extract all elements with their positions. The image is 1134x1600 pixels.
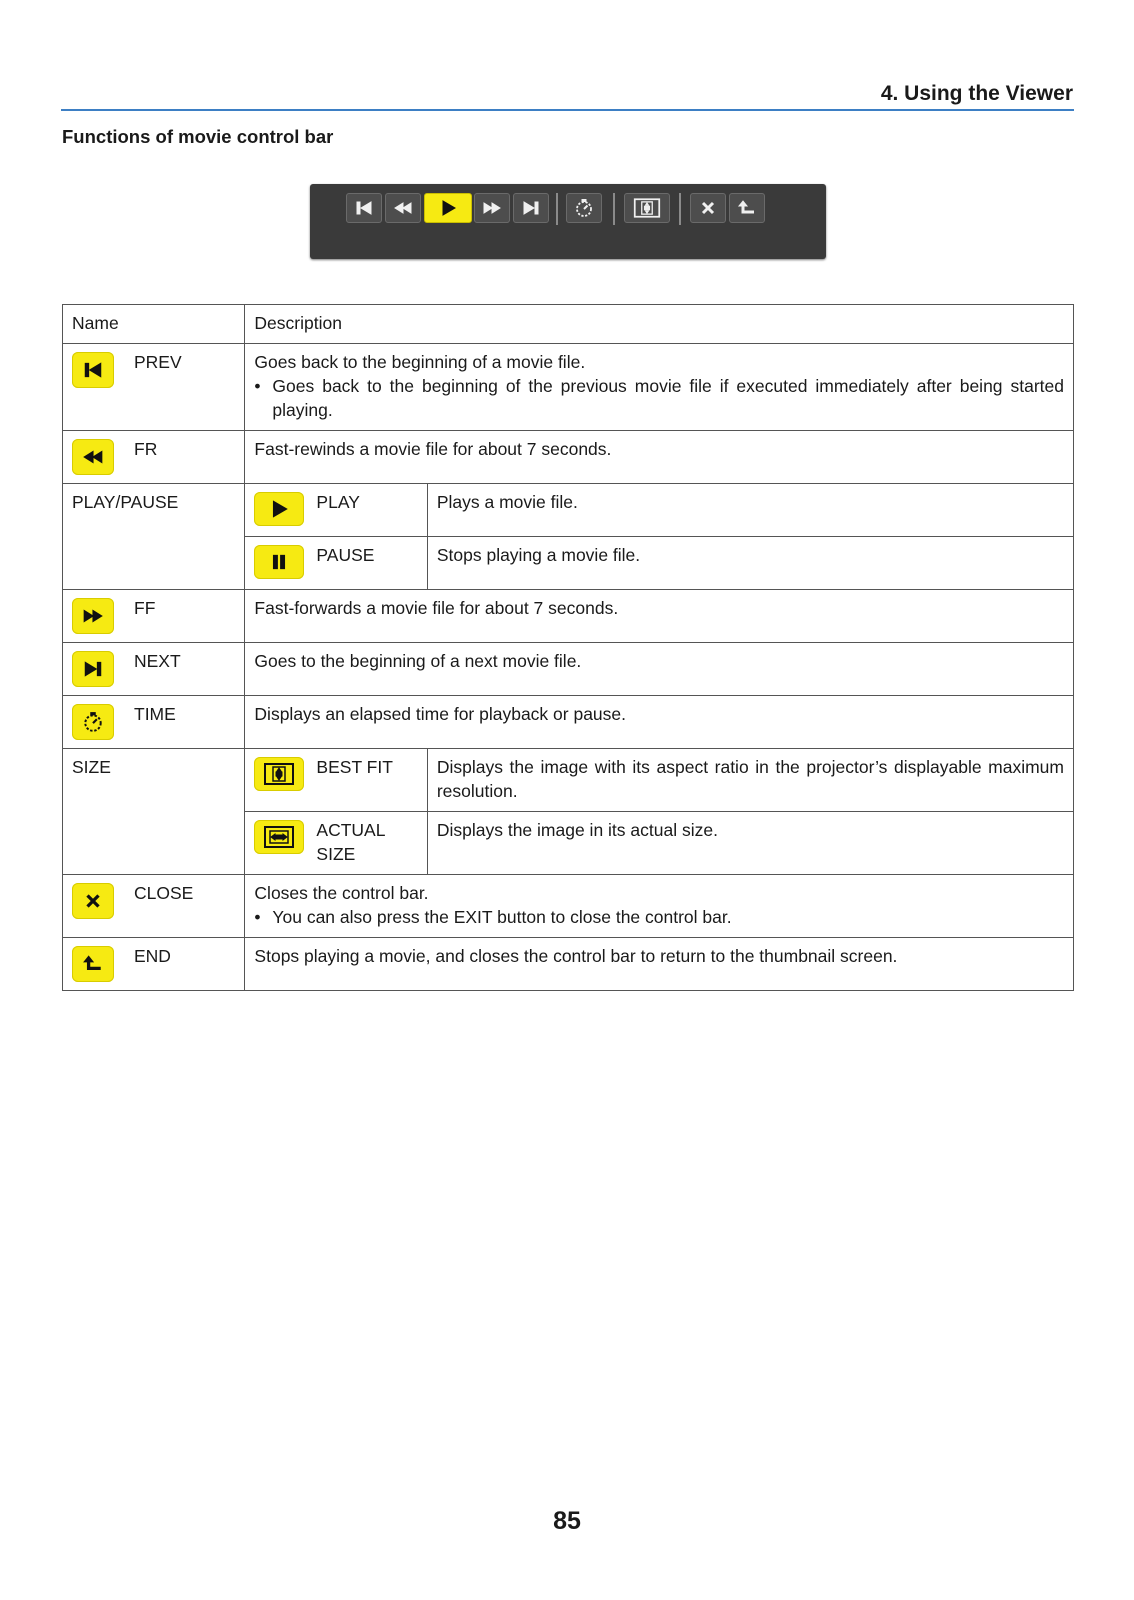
row-name: END xyxy=(134,946,171,966)
fast-rewind-icon xyxy=(72,439,114,475)
chapter-title: 4. Using the Viewer xyxy=(880,82,1073,105)
row-description: Fast-forwards a movie file for about 7 seconds. xyxy=(245,590,1074,643)
row-name: PLAY/PAUSE xyxy=(63,484,245,590)
play-icon xyxy=(424,193,472,223)
row-description: Goes back to the beginning of a movie file. xyxy=(254,352,586,372)
separator xyxy=(556,193,558,225)
prev-icon xyxy=(346,193,382,223)
end-icon xyxy=(729,193,765,223)
sub-description: Plays a movie file. xyxy=(427,484,1073,537)
fast-forward-icon xyxy=(474,193,510,223)
row-name: NEXT xyxy=(134,651,181,671)
header-rule xyxy=(61,109,1074,111)
functions-table xyxy=(62,304,1074,991)
prev-icon xyxy=(72,352,114,388)
bullet-mark: • xyxy=(254,907,261,927)
time-icon xyxy=(566,193,602,223)
row-name: TIME xyxy=(134,704,176,724)
row-name: SIZE xyxy=(63,749,245,875)
sub-name: PLAY xyxy=(316,492,360,512)
actual-size-icon xyxy=(254,820,304,854)
table-row-fr xyxy=(63,431,1074,484)
header-name: Name xyxy=(63,305,245,344)
header-description: Description xyxy=(245,305,1074,344)
sub-description: Stops playing a movie file. xyxy=(427,537,1073,590)
end-icon xyxy=(72,946,114,982)
table-row-next xyxy=(63,643,1074,696)
time-icon xyxy=(72,704,114,740)
next-icon xyxy=(72,651,114,687)
table-row-prev xyxy=(63,344,1074,431)
row-description: Stops playing a movie, and closes the control bar to return to the thumbnail screen. xyxy=(245,938,1074,991)
close-icon xyxy=(690,193,726,223)
table-row-end xyxy=(63,938,1074,991)
row-description: Closes the control bar. xyxy=(254,883,429,903)
table-row-ff xyxy=(63,590,1074,643)
fast-forward-icon xyxy=(72,598,114,634)
page-number: 85 xyxy=(553,1507,581,1535)
fast-rewind-icon xyxy=(385,193,421,223)
table-row-best-fit xyxy=(63,749,1074,812)
separator xyxy=(679,193,681,225)
sub-name: PAUSE xyxy=(316,545,375,565)
sub-name: BEST FIT xyxy=(316,757,393,777)
movie-control-bar xyxy=(310,184,826,259)
pause-icon xyxy=(254,545,304,579)
sub-description: Displays the image with its aspect ratio in the projector’s displayable maximum resolution. xyxy=(427,749,1073,812)
table-row-time xyxy=(63,696,1074,749)
row-note: Goes back to the beginning of the previous movie file if executed immediately after being started playing. xyxy=(272,376,1064,420)
row-name: PREV xyxy=(134,352,182,372)
row-name: FF xyxy=(134,598,156,618)
row-name: FR xyxy=(134,439,158,459)
row-note: You can also press the EXIT button to close the control bar. xyxy=(272,907,732,927)
sub-description: Displays the image in its actual size. xyxy=(427,812,1073,875)
bullet-mark: • xyxy=(254,376,261,396)
separator xyxy=(613,193,615,225)
close-icon xyxy=(72,883,114,919)
table-row-play xyxy=(63,484,1074,537)
row-description: Fast-rewinds a movie file for about 7 seconds. xyxy=(245,431,1074,484)
row-description: Displays an elapsed time for playback or pause. xyxy=(245,696,1074,749)
table-header-row xyxy=(63,305,1074,344)
sub-name: ACTUAL SIZE xyxy=(316,820,385,864)
play-icon xyxy=(254,492,304,526)
row-name: CLOSE xyxy=(134,883,194,903)
row-description: Goes to the beginning of a next movie file. xyxy=(245,643,1074,696)
section-title: Functions of movie control bar xyxy=(62,126,334,147)
best-fit-icon xyxy=(254,757,304,791)
next-icon xyxy=(513,193,549,223)
table-row-close xyxy=(63,875,1074,938)
best-fit-icon xyxy=(624,193,670,223)
